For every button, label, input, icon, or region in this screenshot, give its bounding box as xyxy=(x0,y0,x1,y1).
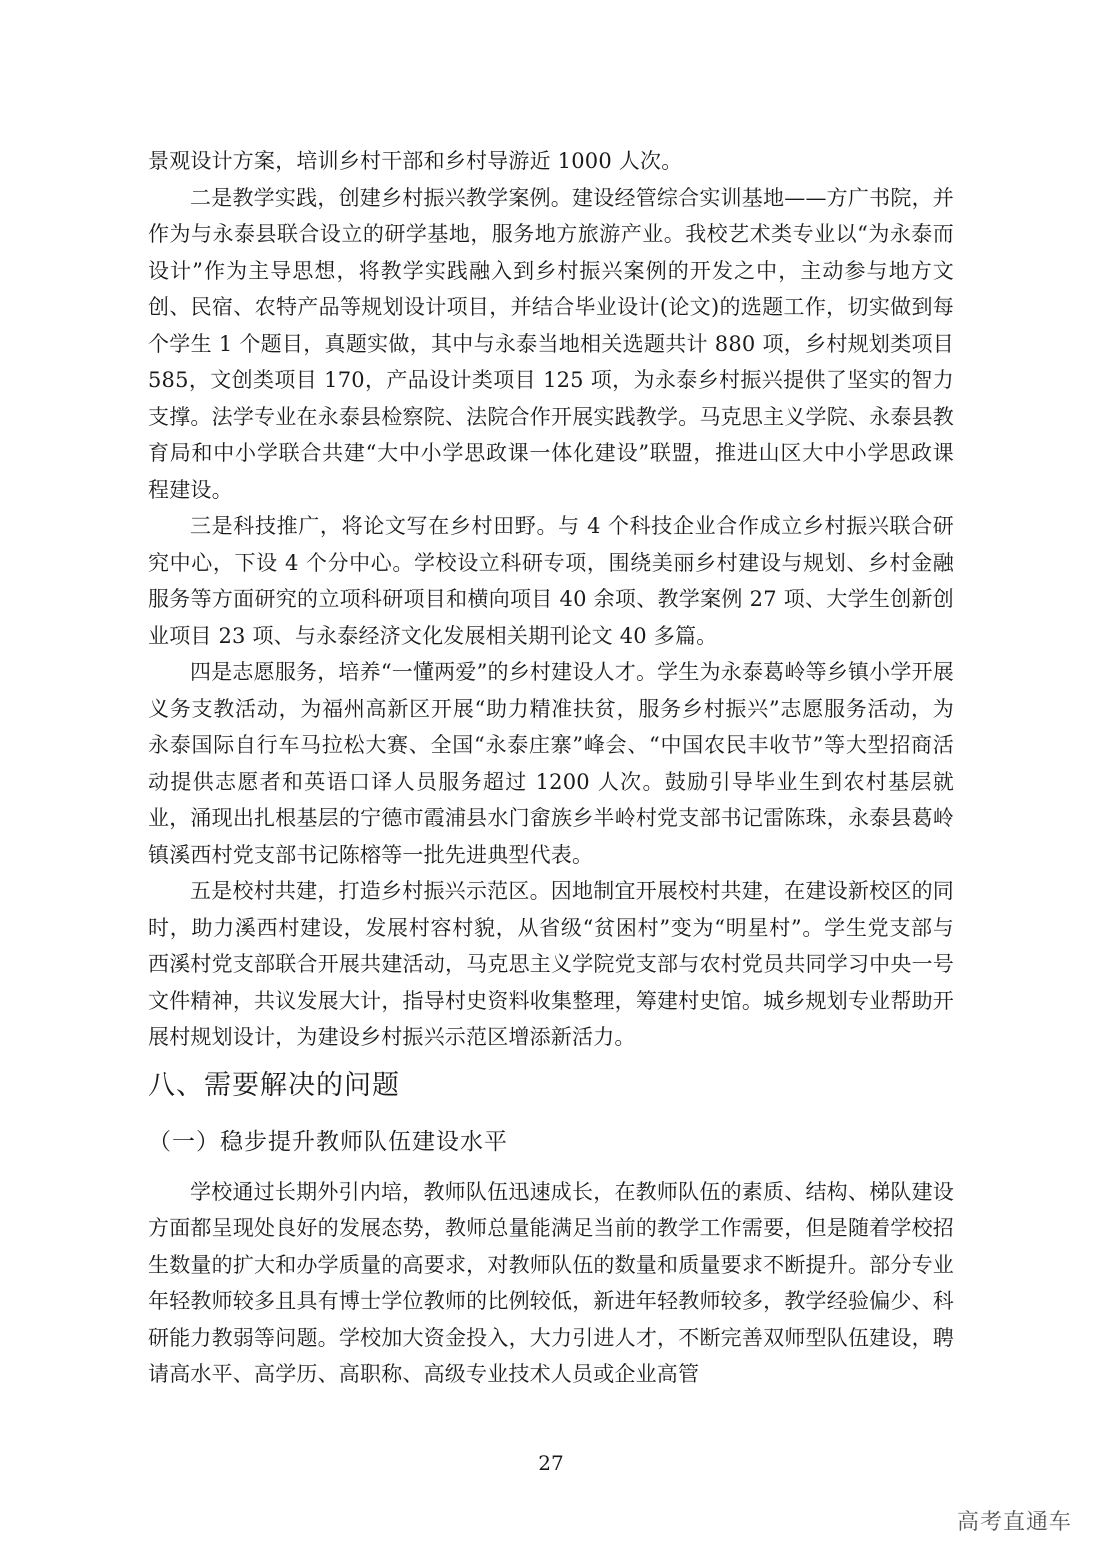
watermark: 高考直通车 xyxy=(956,1510,1072,1535)
paragraph-tech-promotion: 三是科技推广，将论文写在乡村田野。与 4 个科技企业合作成立乡村振兴联合研究中心，下设 4 个分中心。学校设立科研专项，围绕美丽乡村建设与规划、乡村金融服务等方面研究的立项科研项目和横向项目 40 余项、教学案例 27 项、大学生创新创业项目 23 项、与永泰经济文化发展相关期刊论文 40 多篇。 xyxy=(148,514,954,648)
section-heading: 八、需要解决的问题 xyxy=(148,1069,400,1101)
page-number: 27 xyxy=(538,1451,564,1475)
subsection-heading: （一）稳步提升教师队伍建设水平 xyxy=(148,1128,508,1155)
paragraph-teacher-team: 学校通过长期外引内培，教师队伍迅速成长，在教师队伍的素质、结构、梯队建设方面都呈现处良好的发展态势，教师总量能满足当前的教学工作需要，但是随着学校招生数量的扩大和办学质量的高要求，对教师队伍的数量和质量要求不断提升。部分专业年轻教师较多且具有博士学位教师的比例较低，新进年轻教师较多，教学经验偏少、科研能力教弱等问题。学校加大资金投入，大力引进人才，不断完善双师型队伍建设，聘请高水平、高学历、高职称、高级专业技术人员或企业高管 xyxy=(148,1179,954,1386)
paragraph-school-village: 五是校村共建，打造乡村振兴示范区。因地制宜开展校村共建，在建设新校区的同时，助力溪西村建设，发展村容村貌，从省级“贫困村”变为“明星村”。学生党支部与西溪村党支部联合开展共建活动，马克思主义学院党支部与农村党员共同学习中央一号文件精神，共议发展大计，指导村史资料收集整理，筹建村史馆。城乡规划专业帮助开展村规划设计，为建设乡村振兴示范区增添新活力。 xyxy=(148,879,954,1049)
paragraph-continuation: 景观设计方案，培训乡村干部和乡村导游近 1000 人次。 xyxy=(148,149,683,173)
paragraph-volunteer-service: 四是志愿服务，培养“一懂两爱”的乡村建设人才。学生为永泰葛岭等乡镇小学开展义务支教活动，为福州高新区开展“助力精准扶贫，服务乡村振兴”志愿服务活动，为永泰国际自行车马拉松大赛、全国“永泰庄寨”峰会、“中国农民丰收节”等大型招商活动提供志愿者和英语口译人员服务超过 1200 人次。鼓励引导毕业生到农村基层就业，涌现出扎根基层的宁德市霞浦县水门畲族乡半岭村党支部书记雷陈珠，永泰县葛岭镇溪西村党支部书记陈榕等一批先进典型代表。 xyxy=(148,660,954,867)
page-content xyxy=(148,143,954,1393)
paragraph-teaching-practice: 二是教学实践，创建乡村振兴教学案例。建设经管综合实训基地——方广书院，并作为与永泰县联合设立的研学基地，服务地方旅游产业。我校艺术类专业以“为永泰而设计”作为主导思想，将教学实践融入到乡村振兴案例的开发之中，主动参与地方文创、民宿、农特产品等规划设计项目，并结合毕业设计(论文)的选题工作，切实做到每个学生 1 个题目，真题实做，其中与永泰当地相关选题共计 880 项，乡村规划类项目 585，文创类项目 170，产品设计类项目 125 项，为永泰乡村振兴提供了坚实的智力支撑。法学专业在永泰县检察院、法院合作开展实践教学。马克思主义学院、永泰县教育局和中小学联合共建“大中小学思政课一体化建设”联盟，推进山区大中小学思政课程建设。 xyxy=(148,185,954,502)
